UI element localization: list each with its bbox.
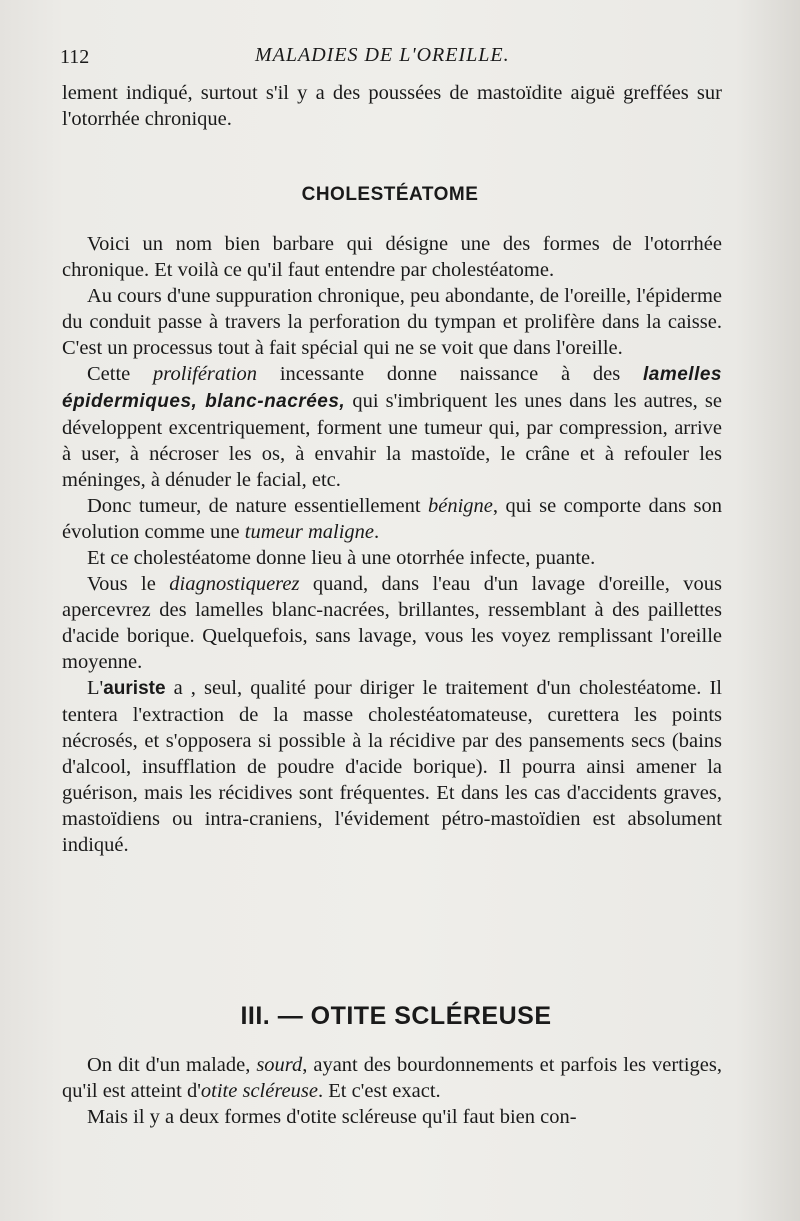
paragraph	[62, 493, 722, 545]
text-run: On dit d'un malade,	[87, 1054, 257, 1076]
page-header	[60, 44, 724, 74]
text-run: Cette	[87, 363, 154, 385]
paragraph: Voici un nom bien barbare qui désigne une des formes de l'otorrhée chronique. Et voilà ce qu'il faut entendre par cholestéatome.	[62, 233, 722, 281]
page-number: 112	[60, 46, 90, 68]
paragraph: Au cours d'une suppuration chronique, peu abondante, de l'oreille, l'épiderme du conduit passe à travers la perforation du tympan et prolifère dans la caisse. C'est un processus tout à fait spécial qui ne se voit que dans l'oreille.	[62, 285, 722, 359]
text-run: .	[374, 521, 380, 543]
italic-term: prolifération	[153, 363, 258, 385]
intro-paragraph	[62, 80, 722, 132]
cholesteatome-body	[62, 231, 722, 858]
text-run: quand, dans l'eau d'un lavage d'oreille, vous apercevrez des lamelles blanc-nacrées, brillantes, ressemblant à des paillettes d'acide borique. Quelquefois, sans lavage, vous les voyez remplissant l'oreille moyenne.	[62, 573, 723, 673]
otite-body	[62, 1052, 722, 1130]
italic-term: bénigne	[427, 495, 493, 517]
text-run: incessante donne naissance à des	[257, 363, 643, 385]
text-run: qui s'imbriquent les unes dans les autres, se développent excentriquement, forment une tumeur qui, par compression, arrive à user, à nécroser les os, à envahir la mastoïde, le crâne et à refouler les méninges, à dénuder le facial, etc.	[62, 390, 722, 491]
italic-term: otite scléreuse	[200, 1080, 318, 1102]
paragraph	[62, 675, 722, 858]
text-run: Vous le	[87, 573, 170, 595]
paragraph: Mais il y a deux formes d'otite scléreuse qu'il faut bien con-	[87, 1106, 577, 1128]
bold-term: lamelles épidermiques, blanc-nacrées,	[62, 364, 722, 412]
italic-term: tumeur maligne	[244, 521, 374, 543]
running-title: MALADIES DE L'OREILLE.	[255, 44, 510, 66]
section-heading-otite-sclereuse: III. — OTITE SCLÉREUSE	[240, 1002, 552, 1030]
italic-term: diagnostiquerez	[169, 573, 300, 595]
paragraph	[62, 361, 722, 493]
intro-line: lement indiqué, surtout s'il y a des poussées de mastoïdite aiguë greffées sur l'otorrhée chronique.	[62, 82, 722, 130]
text-run: a , seul, qualité pour diriger le traitement d'un cholestéatome. Il tentera l'extraction de la masse cholestéatomateuse, curettera les points nécrosés, et s'opposera si possible à la récidive par des pansements secs (bains d'alcool, insufflation de poudre d'acide borique). Il pourra ainsi amener la guérison, mais les récidives sont fréquentes. Et dans les cas d'accidents graves, mastoïdiens ou intra-craniens, l'évidement pétro-mastoïdien est absolument indiqué.	[62, 677, 722, 856]
section-heading-cholesteatome: CHOLESTÉATOME	[301, 184, 479, 205]
text-run: Donc tumeur, de nature essentiellement	[87, 495, 428, 517]
text-run: . Et c'est exact.	[317, 1080, 441, 1102]
paragraph	[62, 1052, 722, 1104]
text-run: , qui se comporte dans son évolution comme une	[62, 495, 722, 543]
paragraph	[62, 571, 722, 675]
text-run: , ayant des bourdonnements et parfois les vertiges, qu'il est atteint d'	[62, 1054, 723, 1102]
bold-term: auriste	[103, 678, 166, 699]
italic-term: sourd	[256, 1054, 303, 1076]
text-run: L'	[87, 677, 104, 699]
paragraph: Et ce cholestéatome donne lieu à une otorrhée infecte, puante.	[87, 547, 596, 569]
